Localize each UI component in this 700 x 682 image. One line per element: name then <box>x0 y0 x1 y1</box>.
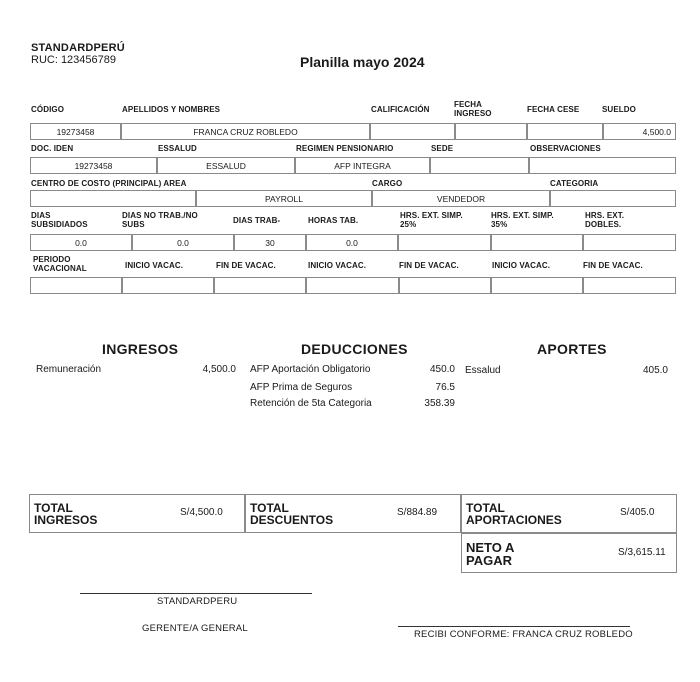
employer-role: GERENTE/A GENERAL <box>142 623 248 634</box>
header-codigo: CÓDIGO <box>31 105 65 114</box>
value-centro-costo <box>30 190 196 207</box>
value-horas-tab: 0.0 <box>306 234 398 251</box>
value-regimen: AFP INTEGRA <box>295 157 430 174</box>
value-dias-subsidiados: 0.0 <box>30 234 132 251</box>
header-essalud: ESSALUD <box>158 144 197 153</box>
value-area: PAYROLL <box>196 190 372 207</box>
value-inicio-vacac-3 <box>491 277 583 294</box>
deducciones-title: DEDUCCIONES <box>301 341 408 357</box>
value-hrs-ext-35 <box>491 234 583 251</box>
header-inicio-vacac-1: INICIO VACAC. <box>125 261 184 270</box>
header-inicio-vacac-2: INICIO VACAC. <box>308 261 367 270</box>
value-dias-no-trab: 0.0 <box>132 234 234 251</box>
neto-pagar-label: NETO A PAGAR <box>466 540 515 568</box>
company-ruc: RUC: 123456789 <box>31 54 117 66</box>
employee-receipt: RECIBI CONFORME: FRANCA CRUZ ROBLEDO <box>414 629 633 640</box>
header-regimen: REGIMEN PENSIONARIO <box>296 144 394 153</box>
deduccion-amount: 76.5 <box>435 382 455 393</box>
value-sueldo: 4,500.0 <box>603 123 676 140</box>
total-descuentos-label: TOTAL DESCUENTOS <box>250 501 334 527</box>
total-descuentos-value: S/884.89 <box>397 507 438 518</box>
value-observaciones <box>529 157 676 174</box>
ingresos-title: INGRESOS <box>102 341 179 357</box>
header-hrs-ext-dobles: HRS. EXT. DOBLES. <box>585 211 625 229</box>
header-calificacion: CALIFICACIÓN <box>371 105 430 114</box>
ingreso-amount: 4,500.0 <box>202 364 236 375</box>
header-categoria: CATEGORIA <box>550 179 599 188</box>
header-sueldo: SUELDO <box>602 105 636 114</box>
value-fecha-cese <box>527 123 603 140</box>
header-sede: SEDE <box>431 144 454 153</box>
page-title: Planilla mayo 2024 <box>300 54 425 70</box>
aporte-amount: 405.0 <box>642 365 668 376</box>
deduccion-label: AFP Prima de Seguros <box>250 382 353 393</box>
header-periodo-vacacional: PERIODO VACACIONAL <box>33 255 87 273</box>
aportes-title: APORTES <box>537 341 607 357</box>
deduccion-amount: 358.39 <box>424 398 455 409</box>
value-calificacion <box>370 123 455 140</box>
header-doc-iden: DOC. IDEN <box>31 144 74 153</box>
total-ingresos-value: S/4,500.0 <box>180 507 223 518</box>
total-ingresos-label: TOTAL INGRESOS <box>34 501 98 527</box>
ingreso-label: Remuneración <box>36 364 102 375</box>
value-hrs-ext-25 <box>398 234 491 251</box>
company-name: STANDARDPERÚ <box>31 42 125 54</box>
value-periodo-vacacional <box>30 277 122 294</box>
value-essalud: ESSALUD <box>157 157 295 174</box>
value-fin-vacac-2 <box>399 277 491 294</box>
header-fecha-ingreso: FECHA INGRESO <box>454 100 492 118</box>
value-inicio-vacac-2 <box>306 277 399 294</box>
deduccion-amount: 450.0 <box>429 364 455 375</box>
employee-signature-line <box>398 626 630 627</box>
value-fin-vacac-3 <box>583 277 676 294</box>
header-fin-vacac-1: FIN DE VACAC. <box>216 261 276 270</box>
value-hrs-ext-dobles <box>583 234 676 251</box>
header-fin-vacac-3: FIN DE VACAC. <box>583 261 643 270</box>
header-fecha-cese: FECHA CESE <box>527 105 580 114</box>
value-cargo: VENDEDOR <box>372 190 550 207</box>
header-cargo: CARGO <box>372 179 403 188</box>
header-centro-costo: CENTRO DE COSTO (PRINCIPAL) AREA <box>31 179 187 188</box>
header-observaciones: OBSERVACIONES <box>530 144 601 153</box>
header-dias-subsidiados: DIAS SUBSIDIADOS <box>31 211 88 229</box>
value-inicio-vacac-1 <box>122 277 214 294</box>
value-fecha-ingreso <box>455 123 527 140</box>
neto-pagar-value: S/3,615.11 <box>618 547 666 558</box>
value-apellidos: FRANCA CRUZ ROBLEDO <box>121 123 370 140</box>
value-dias-trab: 30 <box>234 234 306 251</box>
employer-name: STANDARDPERU <box>157 596 238 607</box>
header-hrs-ext-25: HRS. EXT. SIMP. 25% <box>400 211 463 229</box>
deduccion-label: Retención de 5ta Categoria <box>250 398 372 409</box>
employer-signature-line <box>80 593 312 594</box>
header-dias-no-trab: DIAS NO TRAB./NO SUBS <box>122 211 198 229</box>
header-inicio-vacac-3: INICIO VACAC. <box>492 261 551 270</box>
value-fin-vacac-1 <box>214 277 306 294</box>
header-horas-tab: HORAS TAB. <box>308 216 359 225</box>
header-hrs-ext-35: HRS. EXT. SIMP. 35% <box>491 211 554 229</box>
aporte-label: Essalud <box>465 365 501 376</box>
value-codigo: 19273458 <box>30 123 121 140</box>
header-dias-trab: DIAS TRAB- <box>233 216 281 225</box>
value-categoria <box>550 190 676 207</box>
header-fin-vacac-2: FIN DE VACAC. <box>399 261 459 270</box>
value-sede <box>430 157 529 174</box>
total-aportaciones-value: S/405.0 <box>620 507 655 518</box>
header-apellidos: APELLIDOS Y NOMBRES <box>122 105 221 114</box>
deduccion-label: AFP Aportación Obligatorio <box>250 364 371 375</box>
total-aportaciones-label: TOTAL APORTACIONES <box>466 501 562 527</box>
value-doc-iden: 19273458 <box>30 157 157 174</box>
